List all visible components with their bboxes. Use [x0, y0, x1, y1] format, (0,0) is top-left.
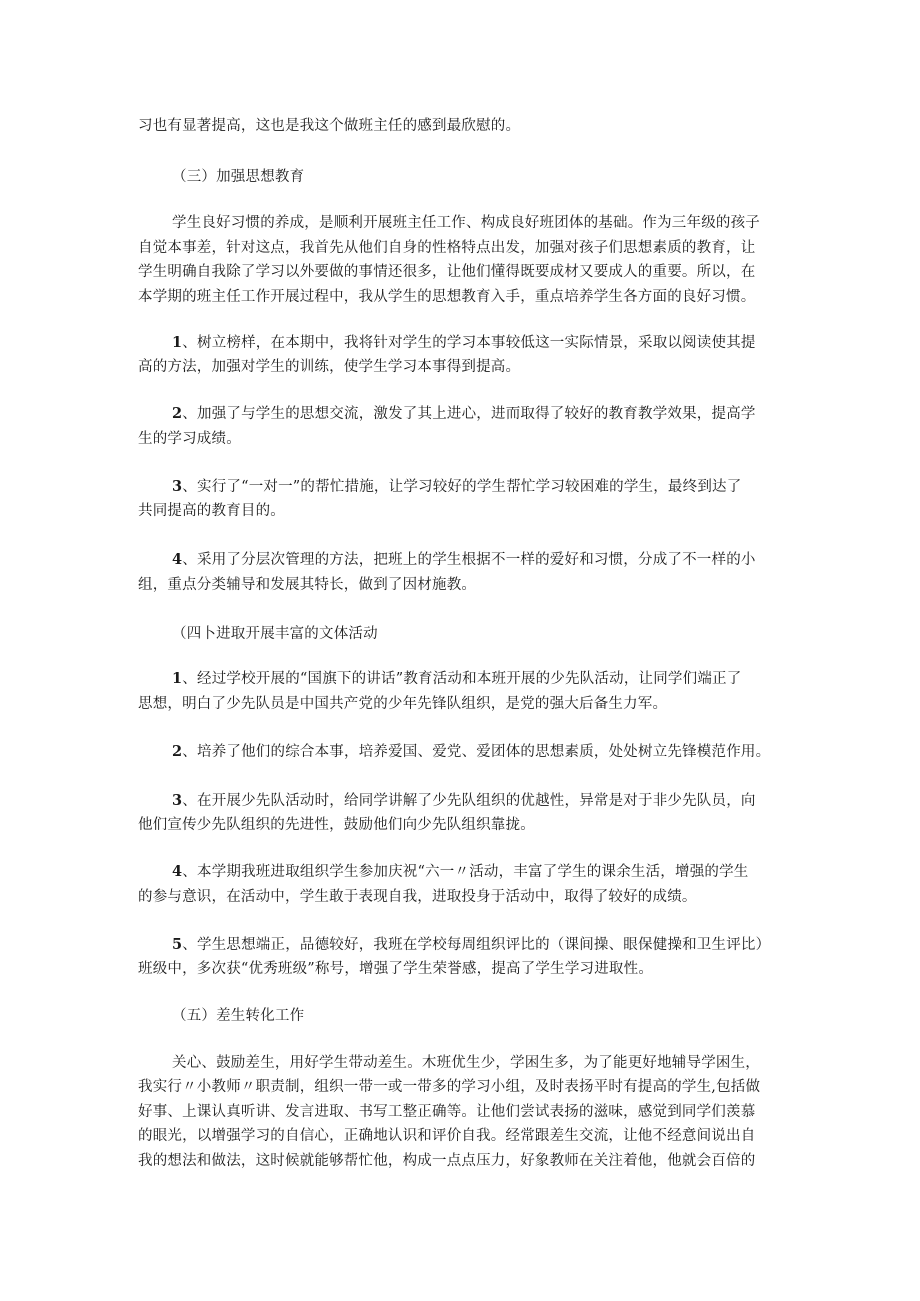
paragraph-line: 学生良好习惯的养成，是顺利开展班主任工作、构成良好班团体的基础。作为三年级的孩子: [172, 215, 760, 231]
list-item-continuation: 组，重点分类辅导和发展其特长，做到了因材施教。: [138, 577, 477, 593]
list-item-number: 1: [172, 334, 183, 351]
list-item-text: 、加强了与学生的思想交流，激发了其上进心，进而取得了较好的教育教学效果，提高学: [182, 406, 756, 422]
activity-item-2-line: [172, 742, 770, 762]
paragraph-line: 本学期的班主任工作开展过程中，我从学生的思想教育入手，重点培养学生各方面的良好习惯。: [138, 289, 756, 305]
activity-item-5-line: [172, 935, 770, 955]
list-item-number: 4: [172, 863, 183, 880]
list-item-number: 5: [172, 936, 183, 953]
list-item-1-line: [172, 333, 756, 353]
list-item-continuation: 思想，明白了少先队员是中国共产党的少年先锋队组织，是党的强大后备生力军。: [138, 696, 668, 712]
list-item-number: 3: [172, 792, 183, 809]
section-heading-4: （四卜进取开展丰富的文体活动: [172, 626, 378, 642]
list-item-continuation: 高的方法，加强对学生的训练，使学生学习本事得到提高。: [138, 359, 521, 375]
paragraph-line: 的眼光，以增强学习的自信心，正确地认识和评价自我。经常跟差生交流，让他不经意间说出自: [138, 1128, 756, 1144]
paragraph-line: 我实行〃小教师〃职责制，组织一带一或一带多的学习小组，及时表扬平时有提高的学生,包括做: [138, 1079, 761, 1095]
paragraph-line: 好事、上课认真听讲、发言进取、书写工整正确等。让他们尝试表扬的滋味，感觉到同学们羡慕: [138, 1104, 756, 1120]
paragraph-continuation-line: 习也有显著提高，这也是我这个做班主任的感到最欣慰的。: [138, 118, 521, 134]
list-item-number: 1: [172, 670, 183, 687]
paragraph-line: 自觉本事差，针对这点，我首先从他们自身的性格特点出发，加强对孩子们思想素质的教育，让: [138, 240, 756, 256]
list-item-3-line: [172, 477, 741, 497]
list-item-text: 、学生思想端正，品德较好，我班在学校每周组织评比的（课间操、眼保健操和卫生评比）: [182, 937, 771, 953]
paragraph-line: 我的想法和做法，这时候就能够帮忙他，构成一点点压力，好象教师在关注着他，他就会百倍的: [138, 1153, 756, 1169]
list-item-text: 、经过学校开展的“国旗下的讲话”教育活动和本班开展的少先队活动，让同学们端正了: [182, 671, 742, 687]
section-heading-3: （三）加强思想教育: [172, 169, 305, 185]
list-item-text: 、本学期我班进取组织学生参加庆祝“六一〃活动，丰富了学生的课余生活，增强的学生: [182, 864, 749, 880]
list-item-text: 、实行了“一对一”的帮忙措施，让学习较好的学生帮忙学习较困难的学生，最终到达了: [182, 479, 742, 495]
list-item-number: 3: [172, 478, 183, 495]
list-item-text: 、培养了他们的综合本事，培养爱国、爱党、爱团体的思想素质，处处树立先锋模范作用。: [182, 744, 771, 760]
list-item-text: 、树立榜样，在本期中，我将针对学生的学习本事较低这一实际情景，采取以阅读使其提: [182, 335, 756, 351]
activity-item-4-line: [172, 862, 749, 882]
list-item-number: 2: [172, 743, 183, 760]
list-item-2-line: [172, 404, 756, 424]
list-item-number: 4: [172, 551, 183, 568]
list-item-continuation: 班级中，多次获“优秀班级”称号，增强了学生荣誉感，提高了学生学习进取性。: [138, 961, 654, 977]
section-heading-5: （五）差生转化工作: [172, 1008, 305, 1024]
list-item-4-line: [172, 550, 756, 570]
paragraph-line: 学生明确自我除了学习以外要做的事情还很多，让他们懂得既要成材又要成人的重要。所以，在: [138, 264, 756, 280]
list-item-text: 、采用了分层次管理的方法，把班上的学生根据不一样的爱好和习惯，分成了不一样的小: [182, 552, 756, 568]
list-item-continuation: 他们宣传少先队组织的先进性，鼓励他们向少先队组织靠拢。: [138, 817, 535, 833]
paragraph-line: 关心、鼓励差生，用好学生带动差生。木班优生少，学困生多，为了能更好地辅导学困生，: [172, 1055, 760, 1071]
list-item-continuation: 的参与意识，在活动中，学生敢于表现自我，进取投身于活动中，取得了较好的成绩。: [138, 889, 697, 905]
list-item-continuation: 共同提高的教育目的。: [138, 503, 285, 519]
list-item-text: 、在开展少先队活动时，给同学讲解了少先队组织的优越性，异常是对于非少先队员，向: [182, 793, 756, 809]
activity-item-3-line: [172, 791, 756, 811]
activity-item-1-line: [172, 669, 741, 689]
list-item-continuation: 生的学习成绩。: [138, 431, 241, 447]
list-item-number: 2: [172, 405, 183, 422]
